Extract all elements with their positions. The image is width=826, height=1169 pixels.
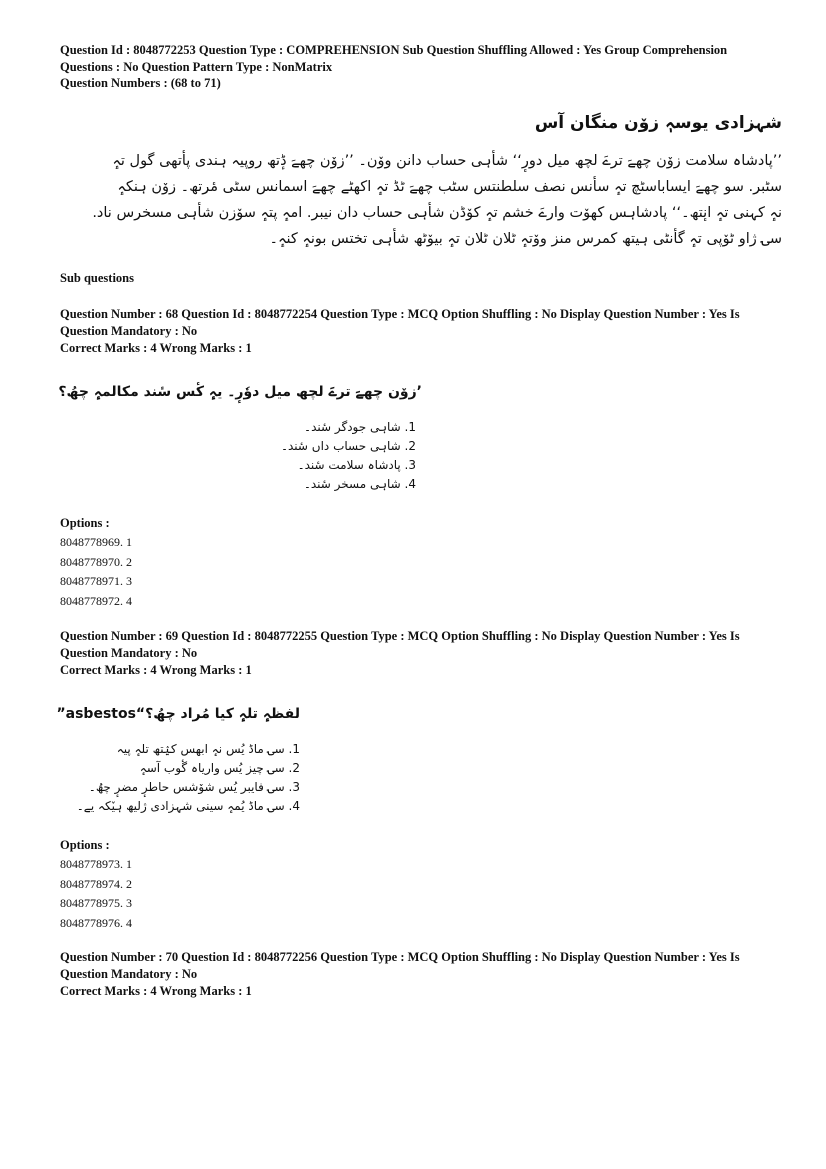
q70-meta bbox=[60, 949, 770, 1000]
q70-meta-line-2: Question Mandatory : No bbox=[60, 966, 198, 981]
passage-line: سۍ ژاو ٹوٚپی تہٕ گأنٹی ہیتھ کمرس منز ووٚتہٕ ٹلان ٹلان تہٕ بیوٚٹھ شأہی تختس بونہٕ کنہٕ۔ bbox=[269, 231, 782, 247]
q69-option-ids bbox=[60, 855, 132, 933]
passage-line: سٹبر. سو چھےَ ایساباسٹچ تہٕ سأنس نصف سلطنتس سٹب چھےَ ٹڈ تہٕ اکھٹے چھےَ اسمانس سٹی مٔرتھ۔ زۆن ہنکہٕ bbox=[117, 179, 782, 195]
q68-options-label: Options : bbox=[60, 516, 110, 530]
q68-meta-line-1: Question Number : 68 Question Id : 8048772254 Question Type : MCQ Option Shuffling : No Display Question Number : Yes Is bbox=[60, 307, 740, 321]
q68-choice-4: 4. شاہی مسخر سٔند۔ bbox=[303, 477, 416, 491]
header-line-3: Question Numbers : (68 to 71) bbox=[60, 76, 221, 90]
passage-body bbox=[60, 148, 782, 252]
q68-option-id-1: 8048778969. 1 bbox=[60, 535, 132, 549]
q69-option-id-2: 8048778974. 2 bbox=[60, 876, 132, 891]
q70-meta-line-1: Question Number : 70 Question Id : 8048772256 Question Type : MCQ Option Shuffling : No Display Question Number : Yes Is bbox=[60, 950, 740, 964]
q69-meta-line-1: Question Number : 69 Question Id : 8048772255 Question Type : MCQ Option Shuffling : No Display Question Number : Yes Is bbox=[60, 629, 740, 643]
q69-question-text: ”asbestos“لفظہٕ تلہٕ کیا مُراد چھُ؟ bbox=[56, 706, 300, 722]
q69-marks: Correct Marks : 4 Wrong Marks : 1 bbox=[60, 663, 252, 677]
q69-option-id-4: 8048778976. 4 bbox=[60, 915, 132, 930]
passage-line: نہٕ کہنی تہٕ انٕتھ۔‘‘ پادشاہس کھوٚت وارےَ خشم تہٕ کوٚڈن شأہی حساب دان نیبر. امہٕ پتہٕ سوٚزن شأہی مسخرس ناد. bbox=[92, 205, 782, 221]
header-line-1: Question Id : 8048772253 Question Type : COMPREHENSION Sub Question Shuffling Allowed : Yes Group Comprehension bbox=[60, 43, 728, 57]
q68-marks: Correct Marks : 4 Wrong Marks : 1 bbox=[60, 341, 252, 355]
q69-choice-2: 2. سۍ چیز یُس واریاہ گٔوب آسہٕ bbox=[139, 761, 300, 775]
q68-question-text: ’زۆن چھےَ ترےَ لچھ میل دوٗرٕ۔ یہٕ کٔس سٔند مکالمہٕ چھُ؟ bbox=[58, 384, 422, 400]
q68-option-id-3: 8048778971. 3 bbox=[60, 574, 132, 588]
q70-marks: Correct Marks : 4 Wrong Marks : 1 bbox=[60, 984, 252, 998]
group-header bbox=[60, 42, 770, 92]
sub-questions-label: Sub questions bbox=[60, 271, 134, 285]
q68-option-id-4: 8048778972. 4 bbox=[60, 593, 132, 608]
q69-meta bbox=[60, 628, 770, 679]
q68-choice-1: 1. شاہی جودگر سٔند۔ bbox=[304, 420, 416, 434]
q68-choice-2: 2. شاہی حساب داں سٔند۔ bbox=[280, 439, 416, 453]
q69-choices bbox=[77, 740, 300, 816]
q68-meta bbox=[60, 306, 770, 357]
q69-option-id-3: 8048778975. 3 bbox=[60, 896, 132, 910]
q69-meta-line-2: Question Mandatory : No bbox=[60, 645, 198, 660]
q68-option-ids bbox=[60, 533, 132, 611]
q69-choice-4: 4. سۍ ماڈ یُمہٕ سینی شہزادی ژلیھ ہیٚکہ یے۔ bbox=[76, 799, 300, 813]
q68-choices bbox=[281, 418, 416, 494]
q69-option-id-1: 8048778973. 1 bbox=[60, 857, 132, 871]
q69-options-label: Options : bbox=[60, 838, 110, 852]
q69-choice-3: 3. سۍ فایبر یُس شوٚشس حاطرٕ مضرٕ چھُ۔ bbox=[88, 780, 300, 794]
q68-choice-3: 3. پادشاہ سلامت سٔند۔ bbox=[297, 458, 416, 472]
passage-line: ’’پادشاہ سلامت زۆن چھےَ ترےَ لچھ میل دورٕ‘‘ شأہی حساب دانن ووٚن۔ ’’زۆن چھےَ ڈٕتھ روپیہ ہندی پأتھی گول تہٕ bbox=[112, 153, 782, 169]
q69-choice-1: 1. سۍ ماڈ یُس نہٕ ابھس کیٛتھ تلہٕ پیہ bbox=[116, 742, 300, 756]
q68-meta-line-2: Question Mandatory : No bbox=[60, 323, 198, 338]
q68-option-id-2: 8048778970. 2 bbox=[60, 554, 132, 569]
passage-title: شہزادی یوسہٖ زۆن منگان آس bbox=[534, 113, 782, 133]
header-line-2: Questions : No Question Pattern Type : NonMatrix bbox=[60, 59, 333, 74]
